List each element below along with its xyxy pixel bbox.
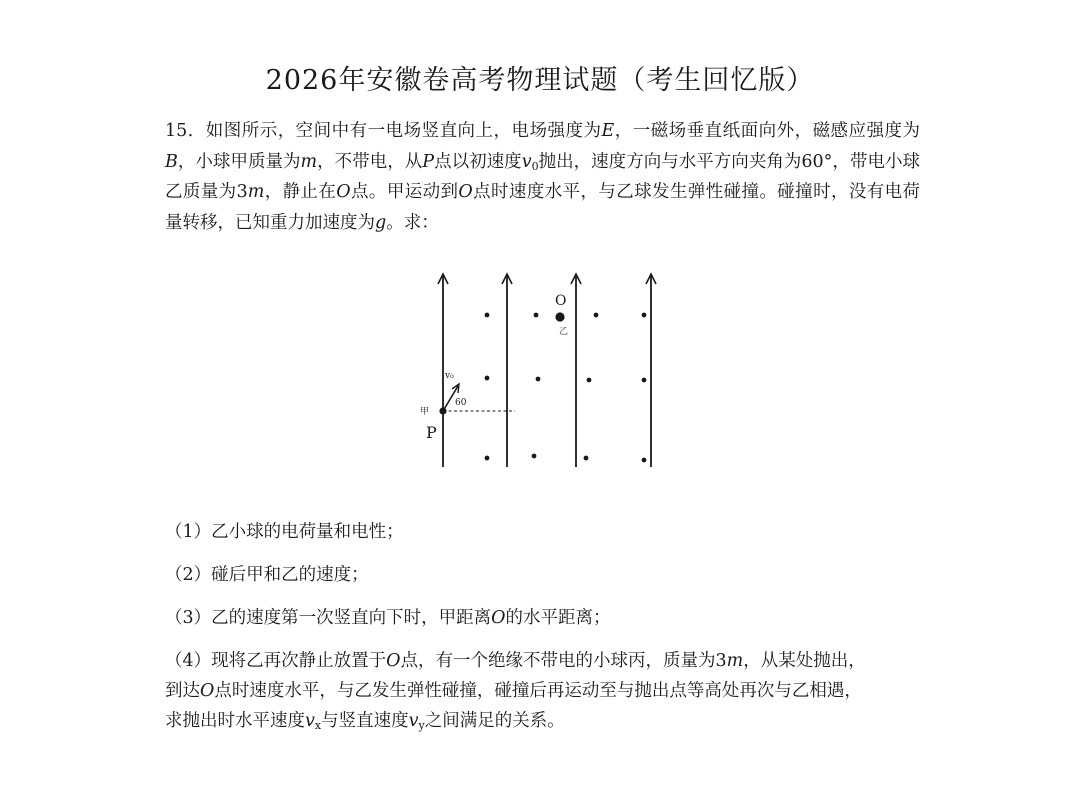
ball-jia	[439, 407, 446, 414]
question-4: （4）现将乙再次静止放置于O点，有一个绝缘不带电的小球丙，质量为3m，从某处抛出， 到达O点时速度水平，与乙发生弹性碰撞，碰撞后再运动至与抛出点等高处再次与乙相遇， 求抛出时水平速度$v_x$与竖直速度$v_y$之间满足的关系。	[165, 651, 866, 732]
label-jia: 甲	[420, 407, 430, 417]
b-dot	[584, 456, 589, 461]
b-dot	[485, 376, 490, 381]
problem-statement: 15．如图所示，空间中有一电场竖直向上，电场强度为E，一磁场垂直纸面向外，磁感应强度为B，小球甲质量为m，不带电，从P点以初速度$v_0$抛出，速度方向与水平方向夹角为60°，带电小球乙质量为3m，静止在O点。甲运动到O点时速度水平，与乙球发生弹性碰撞。碰撞时，没有电荷量转移，已知重力加速度为g。求：	[165, 121, 921, 233]
ball-jia-at-P	[420, 371, 515, 442]
question-1: （1）乙小球的电荷量和电性；	[165, 522, 404, 542]
question-3: （3）乙的速度第一次竖直向下时，甲距离O的水平距离；	[165, 608, 611, 628]
physics-diagram	[405, 262, 680, 477]
label-yi: 乙	[559, 327, 569, 337]
b-dot	[485, 456, 490, 461]
b-dot	[587, 378, 592, 383]
b-dot	[642, 313, 647, 318]
label-P: P	[426, 423, 437, 442]
label-v0: v₀	[445, 371, 454, 381]
b-dot	[594, 313, 599, 318]
electric-field-lines	[438, 274, 656, 467]
page-title: 2026年安徽卷高考物理试题（考生回忆版）	[265, 65, 815, 96]
label-angle: 60	[455, 398, 467, 408]
question-2: （2）碰后甲和乙的速度；	[165, 565, 369, 585]
b-dot	[536, 377, 541, 382]
ball-yi	[555, 312, 564, 321]
label-O: O	[555, 293, 567, 309]
b-dot	[485, 313, 490, 318]
b-dot	[642, 378, 647, 383]
b-dot	[642, 458, 647, 463]
field-diagram-svg	[405, 262, 680, 477]
ball-yi-at-O	[555, 293, 568, 337]
b-dot	[532, 454, 537, 459]
problem-number: 15．	[165, 121, 206, 141]
b-dot	[534, 313, 539, 318]
